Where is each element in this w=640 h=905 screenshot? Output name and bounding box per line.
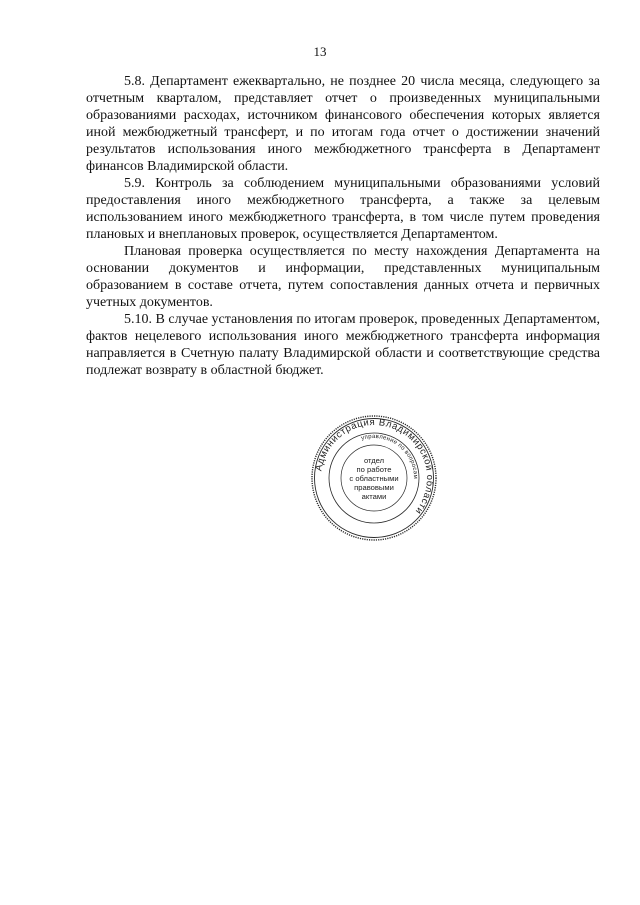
paragraph-5-9: 5.9. Контроль за соблюдением муниципальными образованиями условий предоставления иного межбюджетного трансферта, а также за целевым использованием иного межбюджетного трансферта, в том числе путем проведения плановых и внеплановых проверок, осуществляется Департаментом. <box>86 176 600 242</box>
stamp-center-line: с областными <box>349 473 399 483</box>
stamp-center-line: актами <box>361 491 387 501</box>
paragraph-5-10: 5.10. В случае установления по итогам проверок, проведенных Департаментом, фактов нецелевого использования иного межбюджетного трансферта информация направляется в Счетную палату Владимирской области и соответствующие средства подлежат возврату в областной бюджет. <box>86 312 600 378</box>
stamp-center-line: правовыми <box>354 482 394 492</box>
page-number: 13 <box>313 44 327 59</box>
document-body <box>86 73 600 379</box>
stamp-center-line: по работе <box>356 464 392 474</box>
stamp-inner-text: управление по вопросам <box>360 433 419 480</box>
stamp-center-text <box>310 414 438 542</box>
official-stamp <box>310 414 438 542</box>
stamp-center-line: отдел <box>363 455 385 465</box>
paragraph-5-8: 5.8. Департамент ежеквартально, не позднее 20 числа месяца, следующего за отчетным кварталом, представляет отчет о произведенных муниципальными образованиями расходах, источником финансового обеспечения которых является иной межбюджетный трансферт, и по итогам года отчет о достижении значений результатов использования иного межбюджетного трансферта в Департамент финансов Владимирской области. <box>86 74 600 174</box>
paragraph-planned-inspection: Плановая проверка осуществляется по месту нахождения Департамента на основании документов и информации, представленных муниципальным образованием в составе отчета, путем сопоставления данных отчета и первичных учетных документов. <box>86 244 600 310</box>
stamp-outer-text: Администрация Владимирской области <box>313 416 436 517</box>
